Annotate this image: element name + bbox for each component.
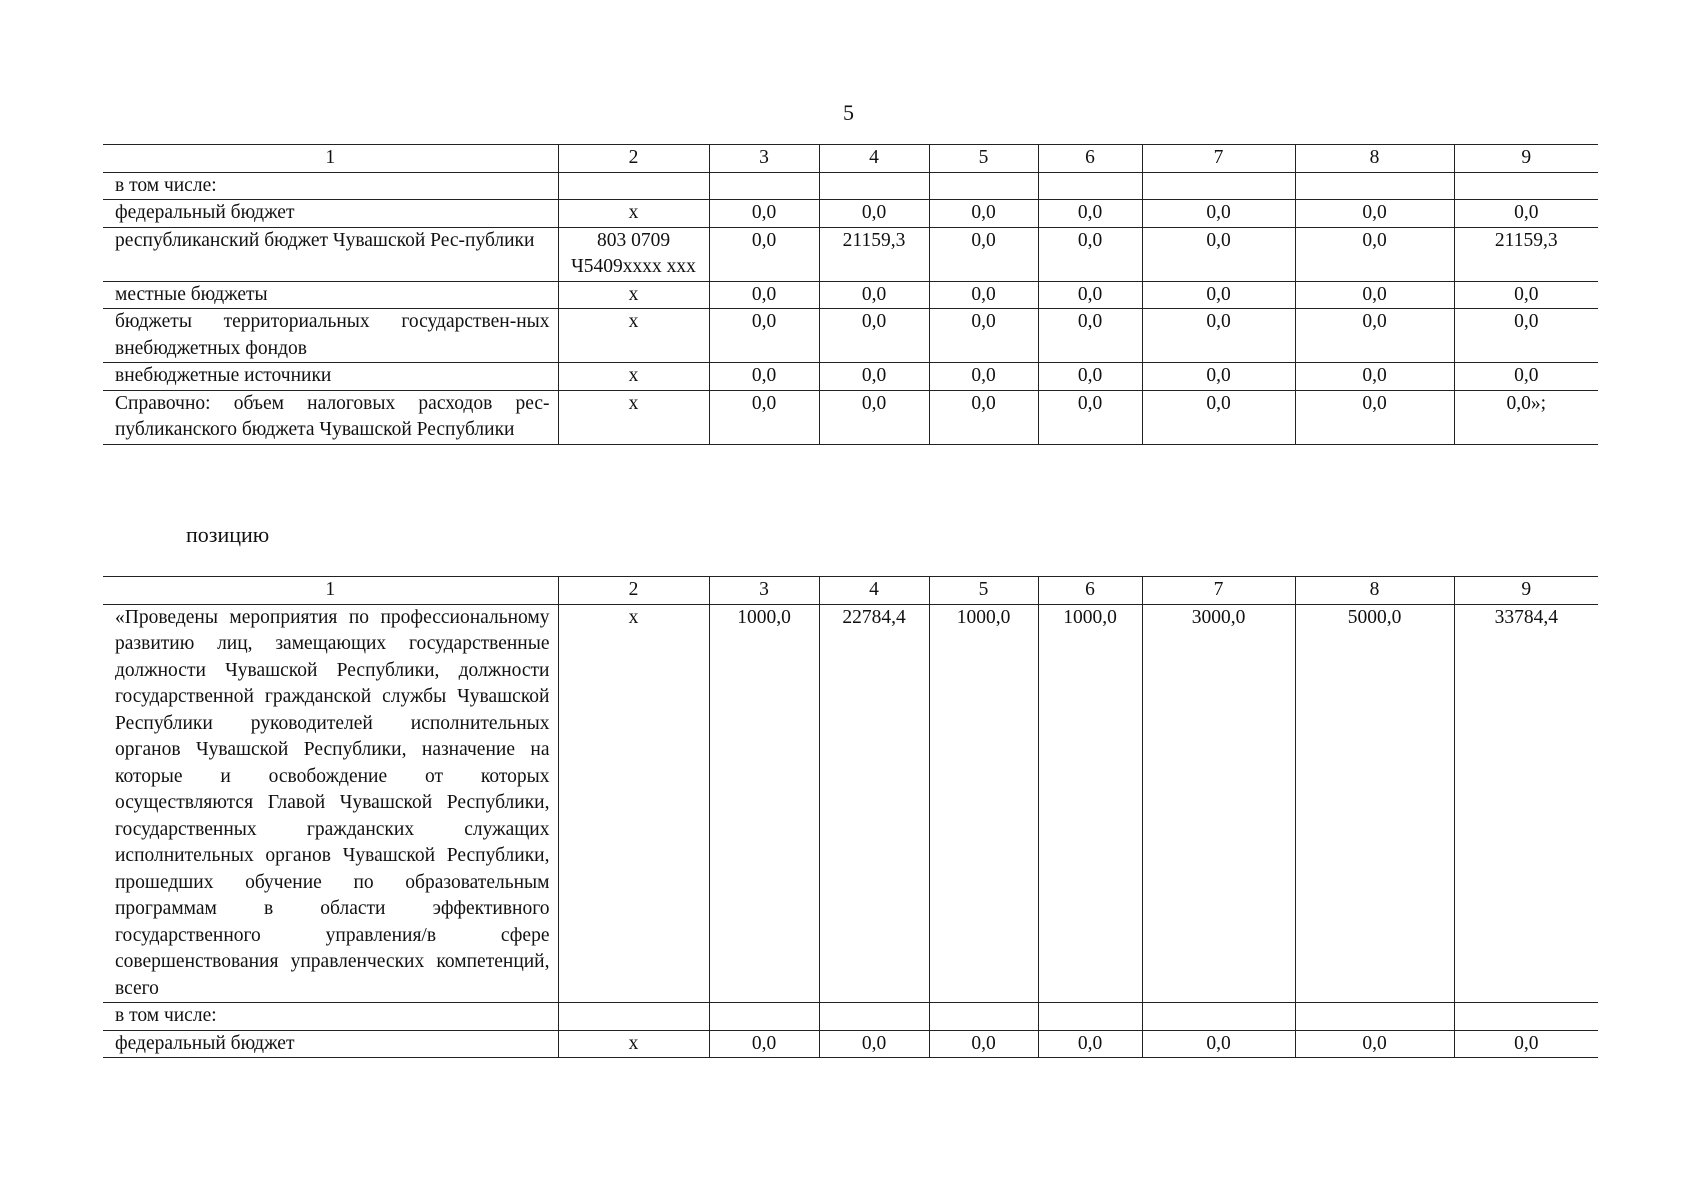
value-cell: 0,0 xyxy=(709,1030,819,1058)
value-cell: 0,0 xyxy=(929,200,1038,228)
value-cell: 0,0 xyxy=(929,390,1038,444)
column-header: 7 xyxy=(1142,145,1295,173)
value-cell: 0,0»; xyxy=(1454,390,1598,444)
value-cell: 33784,4 xyxy=(1454,604,1598,1003)
column-header: 2 xyxy=(558,577,709,605)
value-cell: 0,0 xyxy=(819,1030,929,1058)
value-cell xyxy=(929,1003,1038,1031)
value-cell: 0,0 xyxy=(1295,390,1454,444)
budget-code: х xyxy=(558,390,709,444)
value-cell: 0,0 xyxy=(1038,363,1142,391)
column-header: 9 xyxy=(1454,145,1598,173)
value-cell: 0,0 xyxy=(1142,1030,1295,1058)
value-cell: 0,0 xyxy=(929,1030,1038,1058)
value-cell: 1000,0 xyxy=(929,604,1038,1003)
table-row xyxy=(103,604,1598,1003)
value-cell xyxy=(1038,1003,1142,1031)
table-row xyxy=(103,1030,1598,1058)
value-cell: 0,0 xyxy=(709,200,819,228)
row-label: местные бюджеты xyxy=(103,281,558,309)
row-label: «Проведены мероприятия по профессиональному развитию лиц, замещающих государственные должности Чувашской Республики, должности государственной гражданской службы Чувашской Республики руководителей исполнительных органов Чувашской Республики, назначение на которые и освобождение от которых осуществляются Главой Чувашской Республики, государственных гражданских служащих исполнительных органов Чувашской Республики, прошедших обучение по образовательным программам в области эффективного государственного управления/в сфере совершенствования управленческих компетенций, всего xyxy=(103,604,558,1003)
value-cell: 0,0 xyxy=(1454,200,1598,228)
column-header: 9 xyxy=(1454,577,1598,605)
table-row xyxy=(103,309,1598,363)
value-cell: 21159,3 xyxy=(819,227,929,281)
value-cell: 0,0 xyxy=(1454,281,1598,309)
header-row xyxy=(103,577,1598,605)
value-cell: 0,0 xyxy=(709,227,819,281)
value-cell: 5000,0 xyxy=(1295,604,1454,1003)
value-cell: 0,0 xyxy=(1142,227,1295,281)
column-header: 7 xyxy=(1142,577,1295,605)
header-row xyxy=(103,145,1598,173)
value-cell: 0,0 xyxy=(819,281,929,309)
column-header: 8 xyxy=(1295,145,1454,173)
column-header: 8 xyxy=(1295,577,1454,605)
value-cell: 0,0 xyxy=(929,309,1038,363)
table-row xyxy=(103,363,1598,391)
value-cell xyxy=(1454,172,1598,200)
value-cell xyxy=(1295,172,1454,200)
value-cell: 0,0 xyxy=(1295,281,1454,309)
budget-code: х xyxy=(558,604,709,1003)
table-row xyxy=(103,172,1598,200)
section-label: позицию xyxy=(186,522,270,547)
row-label: в том числе: xyxy=(103,172,558,200)
table-row xyxy=(103,200,1598,228)
value-cell: 0,0 xyxy=(709,363,819,391)
column-header: 5 xyxy=(929,145,1038,173)
value-cell: 1000,0 xyxy=(709,604,819,1003)
column-header: 6 xyxy=(1038,145,1142,173)
value-cell: 0,0 xyxy=(1038,309,1142,363)
row-label: федеральный бюджет xyxy=(103,200,558,228)
value-cell xyxy=(819,1003,929,1031)
value-cell: 0,0 xyxy=(1295,363,1454,391)
column-header: 5 xyxy=(929,577,1038,605)
value-cell: 0,0 xyxy=(819,390,929,444)
value-cell: 0,0 xyxy=(1142,363,1295,391)
budget-code: х xyxy=(558,1030,709,1058)
value-cell xyxy=(929,172,1038,200)
value-cell: 0,0 xyxy=(1454,1030,1598,1058)
table-row xyxy=(103,1003,1598,1031)
value-cell xyxy=(709,172,819,200)
value-cell: 3000,0 xyxy=(1142,604,1295,1003)
value-cell xyxy=(1454,1003,1598,1031)
budget-code: х xyxy=(558,200,709,228)
budget-code: х xyxy=(558,281,709,309)
column-header: 1 xyxy=(103,145,558,173)
value-cell: 0,0 xyxy=(1038,281,1142,309)
row-label: Справочно: объем налоговых расходов рес-публиканского бюджета Чувашской Республики xyxy=(103,390,558,444)
value-cell: 0,0 xyxy=(709,390,819,444)
value-cell: 22784,4 xyxy=(819,604,929,1003)
value-cell: 0,0 xyxy=(1454,309,1598,363)
row-label: в том числе: xyxy=(103,1003,558,1031)
row-label: республиканский бюджет Чувашской Рес-публики xyxy=(103,227,558,281)
value-cell: 1000,0 xyxy=(1038,604,1142,1003)
value-cell: 0,0 xyxy=(1295,227,1454,281)
column-header: 6 xyxy=(1038,577,1142,605)
budget-code: х xyxy=(558,309,709,363)
value-cell: 0,0 xyxy=(709,309,819,363)
value-cell xyxy=(1142,172,1295,200)
value-cell: 0,0 xyxy=(1038,200,1142,228)
value-cell: 21159,3 xyxy=(1454,227,1598,281)
budget-table-top xyxy=(103,144,1598,445)
value-cell xyxy=(1142,1003,1295,1031)
value-cell: 0,0 xyxy=(1454,363,1598,391)
value-cell xyxy=(709,1003,819,1031)
value-cell: 0,0 xyxy=(1142,309,1295,363)
value-cell: 0,0 xyxy=(1142,390,1295,444)
column-header: 2 xyxy=(558,145,709,173)
budget-code xyxy=(558,172,709,200)
value-cell: 0,0 xyxy=(819,309,929,363)
value-cell: 0,0 xyxy=(1295,200,1454,228)
column-header: 3 xyxy=(709,145,819,173)
value-cell xyxy=(819,172,929,200)
budget-table-bottom xyxy=(103,576,1598,1058)
table-row xyxy=(103,281,1598,309)
column-header: 4 xyxy=(819,145,929,173)
table-row xyxy=(103,390,1598,444)
value-cell: 0,0 xyxy=(929,281,1038,309)
column-header: 4 xyxy=(819,577,929,605)
page-number: 5 xyxy=(843,100,854,125)
row-label: федеральный бюджет xyxy=(103,1030,558,1058)
value-cell: 0,0 xyxy=(819,200,929,228)
row-label: бюджеты территориальных государствен-ных внебюджетных фондов xyxy=(103,309,558,363)
value-cell: 0,0 xyxy=(1038,227,1142,281)
row-label: внебюджетные источники xyxy=(103,363,558,391)
value-cell: 0,0 xyxy=(819,363,929,391)
column-header: 1 xyxy=(103,577,558,605)
budget-code: 803 0709 Ч5409хххх ххх xyxy=(558,227,709,281)
value-cell: 0,0 xyxy=(1142,200,1295,228)
value-cell xyxy=(1295,1003,1454,1031)
value-cell xyxy=(1038,172,1142,200)
table-row xyxy=(103,227,1598,281)
value-cell: 0,0 xyxy=(709,281,819,309)
value-cell: 0,0 xyxy=(1142,281,1295,309)
value-cell: 0,0 xyxy=(1038,1030,1142,1058)
value-cell: 0,0 xyxy=(929,363,1038,391)
value-cell: 0,0 xyxy=(1295,1030,1454,1058)
budget-code xyxy=(558,1003,709,1031)
value-cell: 0,0 xyxy=(1038,390,1142,444)
value-cell: 0,0 xyxy=(929,227,1038,281)
budget-code: х xyxy=(558,363,709,391)
column-header: 3 xyxy=(709,577,819,605)
value-cell: 0,0 xyxy=(1295,309,1454,363)
